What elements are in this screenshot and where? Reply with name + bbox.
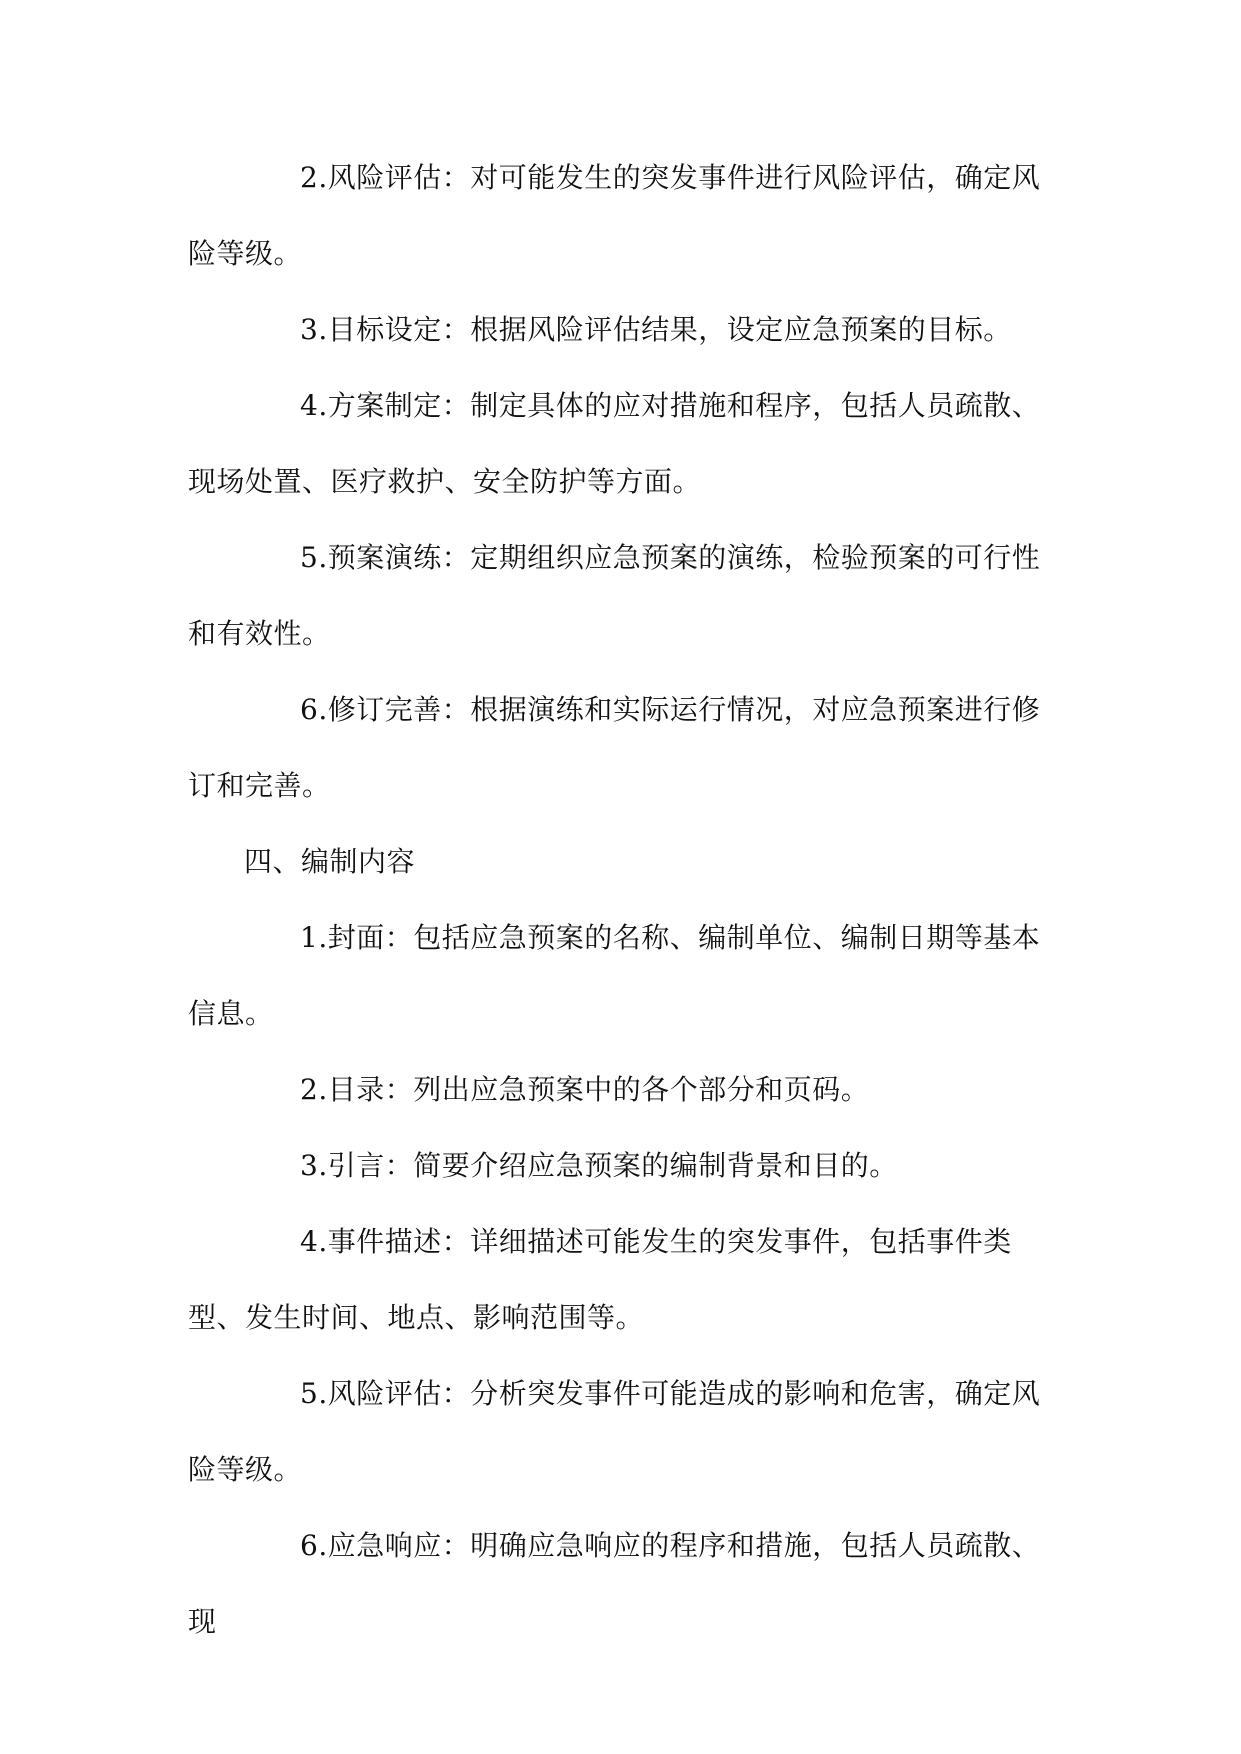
item-text: 引言：简要介绍应急预案的编制背景和目的。 (327, 1149, 898, 1182)
item-text: 封面：包括应急预案的名称、编制单位、编制日期等基本信息。 (188, 921, 1041, 1030)
list-item (188, 1508, 1053, 1660)
list-item (188, 672, 1053, 824)
section-heading-text: 四、编制内容 (244, 845, 416, 878)
item-text: 预案演练：定期组织应急预案的演练，检验预案的可行性和有效性。 (188, 541, 1041, 650)
list-item (188, 292, 1053, 368)
section-heading (188, 824, 1053, 900)
list-item (188, 140, 1053, 292)
item-number: 5. (300, 1377, 328, 1410)
item-number: 5. (300, 541, 328, 574)
item-number: 3. (300, 313, 328, 346)
item-number: 4. (300, 389, 328, 422)
item-text: 方案制定：制定具体的应对措施和程序，包括人员疏散、现场处置、医疗救护、安全防护等方面。 (188, 389, 1041, 498)
item-number: 4. (300, 1225, 328, 1258)
item-text: 风险评估：对可能发生的突发事件进行风险评估，确定风险等级。 (188, 161, 1041, 270)
list-item (188, 368, 1053, 520)
item-text: 应急响应：明确应急响应的程序和措施，包括人员疏散、现 (188, 1529, 1041, 1638)
list-item (188, 1204, 1053, 1356)
item-text: 目标设定：根据风险评估结果，设定应急预案的目标。 (327, 313, 1012, 346)
list-item (188, 1128, 1053, 1204)
item-number: 6. (300, 693, 328, 726)
item-number: 2. (300, 161, 328, 194)
list-item (188, 1052, 1053, 1128)
item-number: 2. (300, 1073, 328, 1106)
item-text: 风险评估：分析突发事件可能造成的影响和危害，确定风险等级。 (188, 1377, 1041, 1486)
document-body (188, 140, 1053, 1660)
list-item (188, 520, 1053, 672)
item-number: 6. (300, 1529, 328, 1562)
item-text: 修订完善：根据演练和实际运行情况，对应急预案进行修订和完善。 (188, 693, 1041, 802)
item-text: 事件描述：详细描述可能发生的突发事件，包括事件类型、发生时间、地点、影响范围等。 (188, 1225, 1012, 1334)
list-item (188, 1356, 1053, 1508)
item-number: 3. (300, 1149, 328, 1182)
list-item (188, 900, 1053, 1052)
item-number: 1. (300, 921, 328, 954)
item-text: 目录：列出应急预案中的各个部分和页码。 (327, 1073, 870, 1106)
